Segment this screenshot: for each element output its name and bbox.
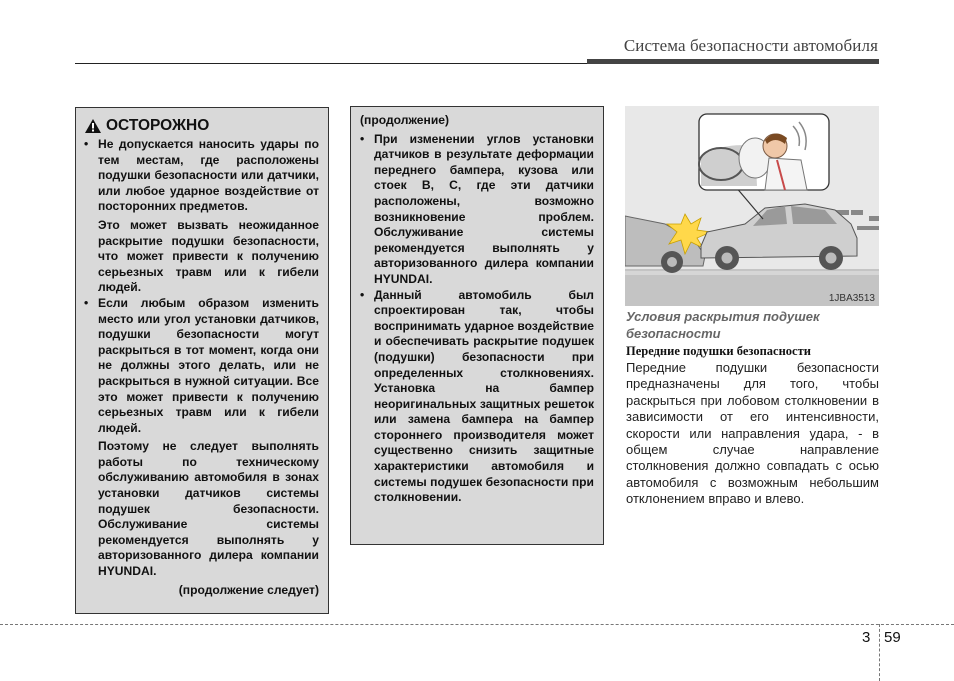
bullet-dot: • <box>84 137 89 151</box>
continuation-bullet <box>360 288 594 506</box>
section-heading: Передние подушки безопасности <box>626 344 811 358</box>
continuation-box <box>350 106 604 545</box>
bullet-dot: • <box>84 295 89 310</box>
figure-code: 1JBA3513 <box>828 293 875 304</box>
bullet-dot: • <box>360 131 365 146</box>
warning-box <box>75 107 329 614</box>
figure-caption: Условия раскрытия подушек безопасности <box>626 309 820 341</box>
warning-bullet <box>84 137 319 215</box>
continued-note: (продолжение следует) <box>178 582 319 597</box>
continuation-bullet-2-text: Данный автомобиль был спроектирован так, чтобы воспринимать ударное воздействие и обеспечивать раскрытие подушек (подушки) безопасности при определенных столкновениях. Установка на бампер неоригинальных защитных решеток или замена бампера на бампер стороннего производителя может существенно снизить защитные характеристики автомобиля и системы подушек безопасности при столкновении. <box>374 287 594 505</box>
page-number: 59 <box>884 629 901 646</box>
header-bar <box>587 59 879 64</box>
warning-paragraph-2: Поэтому не следует выполнять работы по техническому обслуживанию автомобиля в зонах установки датчиков системы подушек безопасности. Обслуживание системы рекомендуется выполнять у авторизованного дилера компании HYUNDAI. <box>98 439 319 579</box>
warning-paragraph-1: Это может вызвать неожиданное раскрытие подушки безопасности, что может привести к получению серьезных травм или к гибели людей. <box>98 217 319 295</box>
footer-vertical-divider <box>879 624 880 681</box>
warning-bullet-2-text: Если любым образом изменить место или угол установки датчиков, подушки безопасности могут раскрыться в тот момент, когда они не должны этого делать, или не раскрыться в нужной ситуации. Все это может привести к получению серьезных травм или к гибели людей. <box>98 295 319 435</box>
car-collision-illustration <box>625 106 879 306</box>
header-rule <box>75 63 587 64</box>
continuation-bullet-1-text: При изменении углов установки датчиков в результате деформации переднего бампера, кузова или стоек B, C, где эти датчики расположены, возможно возникновение проблем. Обслуживание системы рекомендуется выполнять у авторизованного дилера компании HYUNDAI. <box>374 131 594 286</box>
chapter-number: 3 <box>862 629 871 646</box>
warning-triangle-icon <box>84 118 102 134</box>
page-header-title: Система безопасности автомобиля <box>623 36 878 55</box>
bullet-dot: • <box>360 287 365 302</box>
continuation-label: (продолжение) <box>360 113 450 127</box>
warning-bullet-1-text: Не допускается наносить удары по тем местам, где расположены подушки безопасности или датчики, или любое ударное воздействие от посторонних предметов. <box>98 137 319 214</box>
airbag-illustration <box>625 106 879 306</box>
warning-heading <box>84 118 319 134</box>
continuation-bullet <box>360 132 594 288</box>
section-body: Передние подушки безопасности предназначены для того, чтобы раскрыться при лобовом столкновении в зависимости от его интенсивности, скорости или направления удара, - в общем случае направление столкновения должно совпадать с осью автомобиля с возможным небольшим отклонением вправо и влево. <box>626 360 879 507</box>
footer-divider <box>0 624 954 625</box>
warning-bullet <box>84 296 319 436</box>
warning-title: ОСТОРОЖНО <box>106 117 210 135</box>
